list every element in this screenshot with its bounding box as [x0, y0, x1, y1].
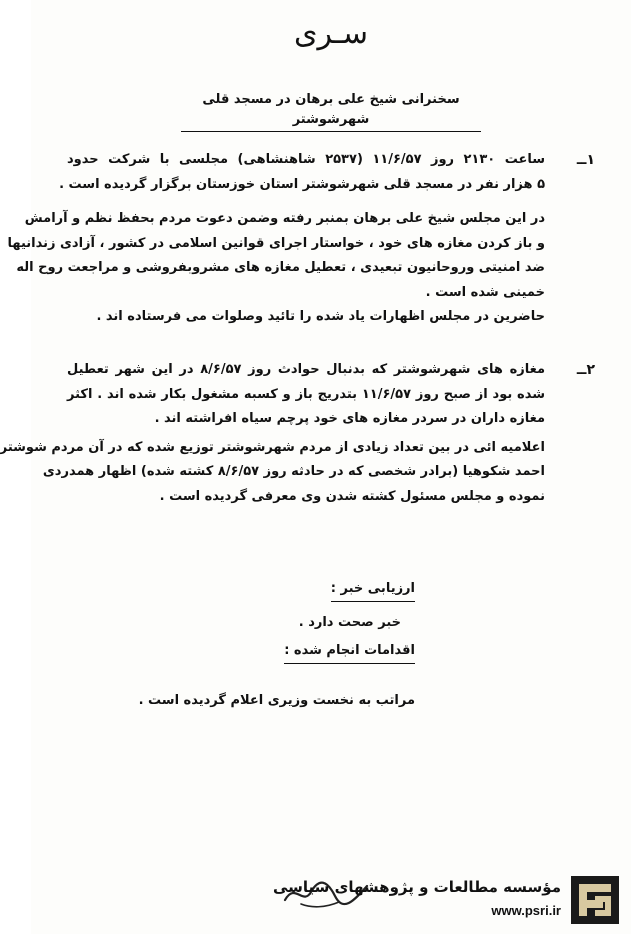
item-body [0, 358, 546, 509]
document-title: سخنرانی شیخ علی برهان در مسجد قلی شهرشوشتر [181, 90, 481, 132]
evaluation-text: خبر صحت دارد . [298, 615, 401, 630]
website-link[interactable]: www.psri.ir [491, 903, 561, 918]
report-item-1 [7, 148, 595, 348]
report-item-2 [0, 358, 595, 538]
text-line: حاضرین در مجلس اظهارات یاد شده را تائید وصلوات می فرستاده اند . [96, 309, 545, 324]
item-body [7, 148, 545, 330]
item-number: ۲ــ [576, 362, 595, 378]
text-line: شده بود از صبح روز ۱۱/۶/۵۷ بتدریج باز و کسبه مشغول بکار شده اند . اکثر [67, 386, 546, 402]
text-line: و باز کردن مغازه های خود ، خواستار اجرای قوانین اسلامی در کشور ، آزادی زندانیها [7, 235, 545, 251]
evaluation-section [331, 578, 415, 602]
text-line: در این مجلس شیخ علی برهان بمنبر رفته وضمن دعوت مردم بحفظ نظم و آرامش [24, 211, 545, 226]
text-line: مغازه های شهرشوشتر که بدنبال حوادث روز ۸/۶/۵۷ در این شهر تعطیل [67, 362, 545, 377]
text-line: ۵ هزار نفر در مسجد قلی شهرشوشتر استان خوزستان برگزار گردیده است . [59, 176, 545, 192]
institution-logo-icon [571, 876, 619, 924]
text-line: احمد شکوهیا (برادر شخصی که در حادثه روز ۸/۶/۵۷ کشته شده) اظهار همدردی [42, 464, 545, 479]
text-line: نموده و مجلس مسئول کشته شدن وی معرفی گردیده است . [159, 488, 545, 504]
actions-label: اقدامات انجام شده : [284, 640, 415, 664]
actions-text: مراتب به نخست وزیری اعلام گردیده است . [138, 693, 415, 708]
actions-section [284, 640, 415, 664]
classification-mark: سـری [294, 16, 368, 51]
item-number: ۱ــ [576, 152, 595, 168]
text-line: ساعت ۲۱۳۰ روز ۱۱/۶/۵۷ (۲۵۳۷ شاهنشاهی) مجلسی با شرکت حدود [67, 152, 545, 167]
text-line: خمینی شده است . [425, 284, 545, 300]
text-line: مغازه داران در سردر مغازه های خود پرچم سیاه افراشته اند . [154, 411, 545, 426]
text-line: ضد امنیتی وروحانیون تبعیدی ، تعطیل مغازه های مشروبفروشی و مراجعت روح اله [16, 260, 545, 275]
institution-name: مؤسسه مطالعات و پژوهشهای سیاسی [272, 878, 561, 896]
text-line: اعلامیه ائی در بین تعداد زیادی از مردم شهرشوشتر توزیع شده که در آن مردم شوشتر [0, 439, 545, 455]
evaluation-label: ارزیابی خبر : [331, 578, 415, 602]
